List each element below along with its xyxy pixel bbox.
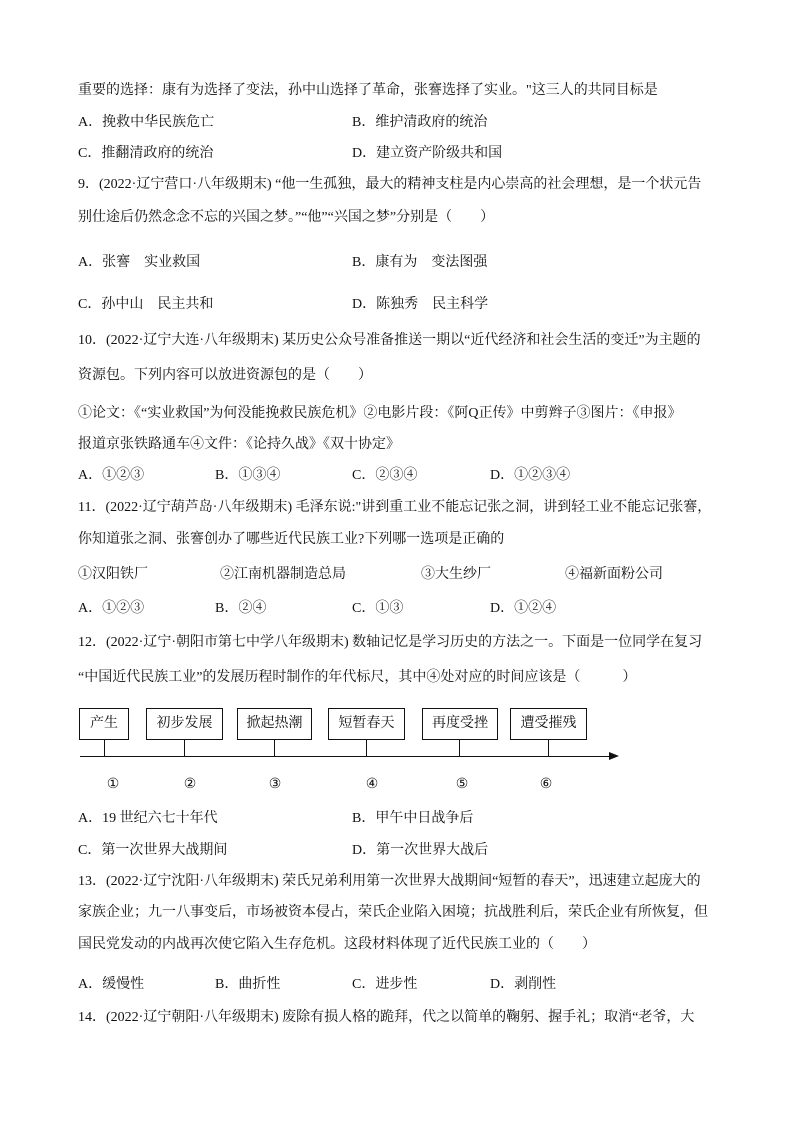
timeline-ruler [0, 700, 794, 800]
timeline-tick [184, 740, 185, 757]
timeline-stage-box: 初步发展 [146, 708, 223, 740]
q10-option-c: C．②③④ [352, 468, 418, 483]
q11-item-4: ④福新面粉公司 [565, 567, 663, 582]
timeline-stage-box: 短暂春天 [328, 708, 405, 740]
q8-stem-line: 重要的选择：康有为选择了变法，孙中山选择了革命，张謇选择了实业。"这三人的共同目标是 [78, 83, 658, 98]
q11-option-d: D．①②④ [490, 601, 557, 616]
q11-item-1: ①汉阳铁厂 [78, 567, 148, 582]
q9-option-a: A．张謇 实业救国 [78, 255, 201, 270]
q11-option-a: A．①②③ [78, 601, 145, 616]
q12-option-b: B．甲午中日战争后 [352, 811, 474, 826]
q11-stem-line: 11．(2022·辽宁葫芦岛·八年级期末) 毛泽东说:"讲到重工业不能忘记张之洞，讲到轻工业不能忘记张謇， [78, 500, 712, 515]
q8-option-c: C．推翻清政府的统治 [78, 146, 214, 161]
q9-stem-line: 别仕途后仍然念念不忘的兴国之梦。”“他”“兴国之梦”分别是（ ） [78, 210, 495, 225]
timeline-stage-box: 产生 [79, 708, 129, 740]
q12-stem-line: “中国近代民族工业”的发展历程时制作的年代标尺，其中④处对应的时间应该是（ ） [78, 670, 637, 685]
timeline-marker: ① [106, 777, 120, 792]
q11-item-2: ②江南机器制造总局 [220, 567, 346, 582]
q8-option-b: B．维护清政府的统治 [352, 115, 488, 130]
q13-option-c: C．进步性 [352, 977, 418, 992]
arrow-right-icon [609, 752, 619, 760]
q9-option-c: C．孙中山 民主共和 [78, 297, 214, 312]
timeline-tick [104, 740, 105, 757]
q13-stem-line: 13．(2022·辽宁沈阳·八年级期末) 荣氏兄弟利用第一次世界大战期间“短暂的春天”，迅速建立起庞大的 [78, 874, 701, 889]
q10-stem-line: 资源包。下列内容可以放进资源包的是（ ） [78, 368, 372, 383]
q13-option-b: B．曲折性 [215, 977, 281, 992]
q13-option-a: A．缓慢性 [78, 977, 145, 992]
q8-option-d: D．建立资产阶级共和国 [352, 146, 503, 161]
q12-option-a: A．19 世纪六七十年代 [78, 811, 218, 826]
q13-stem-line: 国民党发动的内战再次使它陷入生存危机。这段材料体现了近代民族工业的（ ） [78, 937, 596, 952]
timeline-stage-box: 掀起热潮 [237, 708, 312, 740]
q10-stem-line: 10．(2022·辽宁大连·八年级期末) 某历史公众号准备推送一期以“近代经济和社会生活的变迁”为主题的 [78, 333, 701, 348]
timeline-marker: ⑤ [455, 777, 469, 792]
q10-option-a: A．①②③ [78, 468, 145, 483]
timeline-tick [459, 740, 460, 757]
timeline-tick [548, 740, 549, 757]
q10-material-line: 报道京张铁路通车④文件：《论持久战》《双十协定》 [78, 437, 400, 452]
q10-option-d: D．①②③④ [490, 468, 571, 483]
timeline-marker: ④ [365, 777, 379, 792]
timeline-stage-box: 遭受摧残 [510, 708, 587, 740]
q9-stem-line: 9．(2022·辽宁营口·八年级期末) “他一生孤独，最大的精神支柱是内心崇高的社会理想，是一个状元告 [78, 177, 702, 192]
q11-stem-line: 你知道张之洞、张謇创办了哪些近代民族工业?下列哪一选项是正确的 [78, 532, 505, 547]
q10-option-b: B．①③④ [215, 468, 281, 483]
q9-option-b: B．康有为 变法图强 [352, 255, 488, 270]
q14-stem-line: 14．(2022·辽宁朝阳·八年级期末) 废除有损人格的跪拜，代之以简单的鞠躬、握手礼；取消“老爷，大 [78, 1010, 695, 1025]
q8-option-a: A．挽救中华民族危亡 [78, 115, 215, 130]
q11-item-3: ③大生纱厂 [421, 567, 491, 582]
q13-stem-line: 家族企业；九一八事变后，市场被资本侵占，荣氏企业陷入困境；抗战胜利后，荣氏企业有所恢复，但 [78, 905, 708, 920]
q13-option-d: D．剥削性 [490, 977, 557, 992]
q9-option-d: D．陈独秀 民主科学 [352, 297, 489, 312]
timeline-marker: ② [183, 777, 197, 792]
q11-option-b: B．②④ [215, 601, 267, 616]
q11-option-c: C．①③ [352, 601, 404, 616]
timeline-tick [366, 740, 367, 757]
q12-option-c: C．第一次世界大战期间 [78, 843, 228, 858]
timeline-tick [274, 740, 275, 757]
timeline-marker: ⑥ [539, 777, 553, 792]
q12-stem-line: 12．(2022·辽宁·朝阳市第七中学八年级期末) 数轴记忆是学习历史的方法之一。下面是一位同学在复习 [78, 635, 703, 650]
q12-option-d: D．第一次世界大战后 [352, 843, 489, 858]
timeline-stage-box: 再度受挫 [422, 708, 498, 740]
q10-material-line: ①论文：《“实业救国”为何没能挽救民族危机》②电影片段：《阿Q正传》中剪辫子③图片：《申报》 [78, 406, 682, 421]
timeline-axis [80, 756, 610, 757]
timeline-marker: ③ [268, 777, 282, 792]
